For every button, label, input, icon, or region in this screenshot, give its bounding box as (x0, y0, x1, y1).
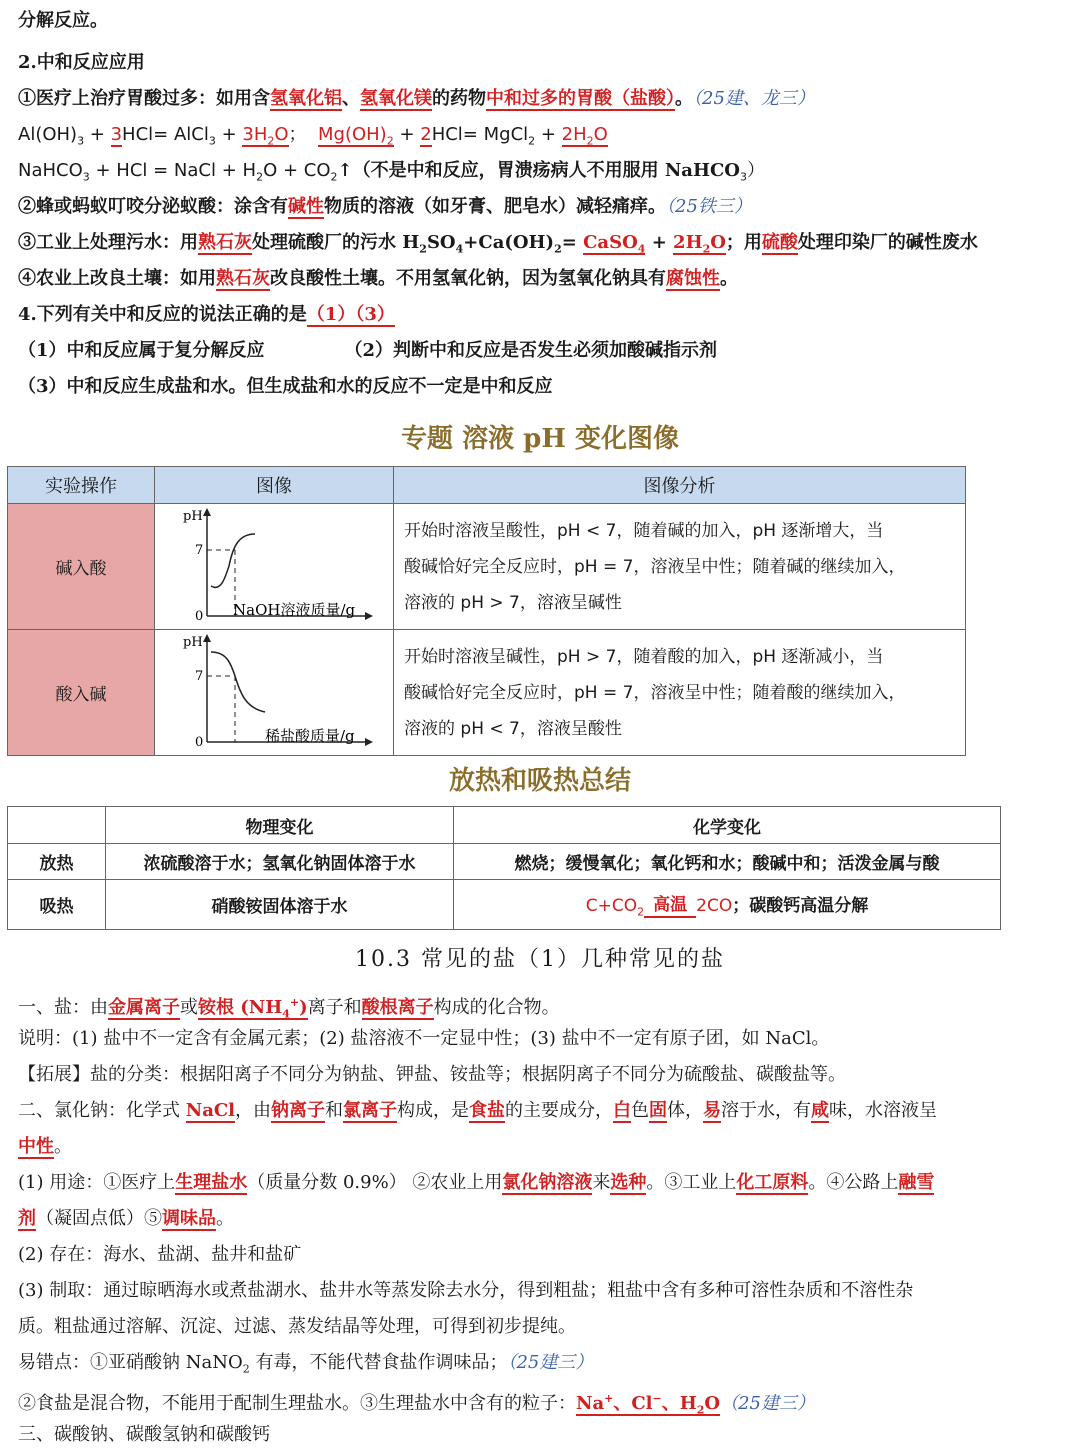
table-cell: 硝酸铵固体溶于水 (106, 880, 454, 930)
text-line: 【拓展】盐的分类：根据阳离子不同分为钠盐、钾盐、铵盐等；根据阴离子不同分为硫酸盐、碳酸盐等。 (18, 1064, 846, 1085)
ph-curve (211, 652, 265, 712)
y-axis-arrow (203, 508, 211, 516)
table-cell: $C+CO_2$ 高温 2CO；碳酸钙高温分解 (454, 880, 1001, 930)
graph-cell (155, 504, 394, 630)
text-line: ④农业上改良土壤：如用熟石灰改良酸性土壤。不用氢氧化钠，因为氢氧化钠具有腐蚀性。 (18, 268, 738, 289)
ph-graph-acid-into-base (155, 630, 391, 750)
tick-label-0: 0 (195, 735, 204, 750)
graph-cell (155, 630, 394, 756)
text-line: 分解反应。 (18, 10, 108, 31)
row-label: 放热 (8, 844, 106, 880)
table-header (8, 807, 106, 844)
operation-cell: 酸入碱 (8, 630, 155, 756)
table-header: 实验操作 (8, 467, 155, 504)
table-cell: 浓硫酸溶于水；氢氧化钠固体溶于水 (106, 844, 454, 880)
text-line: 说明：(1) 盐中不一定含有金属元素；(2) 盐溶液不一定显中性；(3) 盐中不一定有原子团，如 NaCl。 (18, 1028, 830, 1049)
table-header: 图像分析 (394, 467, 966, 504)
y-axis-label: pH (183, 635, 203, 650)
tick-label-0: 0 (195, 609, 204, 624)
tick-label-7: 7 (195, 669, 204, 684)
ph-curve (211, 534, 255, 587)
text-line: (1) 用途：①医疗上生理盐水（质量分数 0.9%） ②农业上用氯化钠溶液来选种。③工业上化工原料。④公路上融雪 (18, 1172, 935, 1193)
x-axis-arrow (365, 612, 373, 620)
text-line: (2) 存在：海水、盐湖、盐井和盐矿 (18, 1244, 302, 1265)
reaction-condition: 高温 (653, 895, 688, 916)
operation-cell: 碱入酸 (8, 504, 155, 630)
text-line: 三、碳酸钠、碳酸氢钠和碳酸钙 (18, 1424, 270, 1445)
y-axis-arrow (203, 634, 211, 642)
text-line: 中性。 (18, 1136, 72, 1157)
salt-section-title: 10.3 常见的盐（1）几种常见的盐 (355, 947, 725, 972)
y-axis-label: pH (183, 509, 203, 524)
text-line: ①医疗上治疗胃酸过多：如用含氢氧化铝、氢氧化镁的药物中和过多的胃酸（盐酸）。（25建、龙三） (18, 88, 815, 109)
text-line: 二、氯化钠：化学式 NaCl，由钠离子和氯离子构成，是食盐的主要成分，白色固体，易溶于水，有咸味，水溶液呈 (18, 1100, 938, 1121)
table-cell: 燃烧；缓慢氧化；氧化钙和水；酸碱中和；活泼金属与酸 (454, 844, 1001, 880)
ph-table (7, 466, 966, 756)
option-line: （3）中和反应生成盐和水。但生成盐和水的反应不一定是中和反应 (18, 376, 553, 397)
analysis-cell: 开始时溶液呈酸性，pH < 7，随着碱的加入，pH 逐渐增大，当 酸碱恰好完全反应时，pH = 7，溶液呈中性；随着碱的继续加入， 溶液的 pH > 7，溶液呈碱性 (394, 504, 966, 630)
heat-table (7, 806, 1001, 930)
equation-line: $Al(OH)_3 + 3HCl=$ AlCl$_3$ + $3H_2O$； $Mg(OH)_2 + 2HCl=$ MgCl$_2$ + $2H_2O$ (18, 124, 608, 148)
tick-label-7: 7 (195, 543, 204, 558)
x-axis-arrow (365, 738, 373, 746)
equation-line: NaHCO$_3$ + HCl = NaCl + $H_2O$ + $CO_2↑$（不是中和反应，胃溃疡病人不用服用 NaHCO$_3$） (18, 160, 765, 184)
text-line: (3) 制取：通过晾晒海水或煮盐湖水、盐井水等蒸发除去水分，得到粗盐；粗盐中含有多种可溶性杂质和不溶性杂 (18, 1280, 914, 1301)
table-header: 图像 (155, 467, 394, 504)
row-label: 吸热 (8, 880, 106, 930)
heat-section-title: 放热和吸热总结 (448, 766, 631, 796)
text-line: ③工业上处理污水：用熟石灰处理硫酸厂的污水 $H_2SO_4+Ca(OH)_2=$ CaSO$_4$ + $2H_2O$；用硫酸处理印染厂的碱性废水 (18, 232, 978, 256)
text-line: 易错点：①亚硝酸钠 NaNO$_2$ 有毒，不能代替食盐作调味品；（25建三） (18, 1352, 594, 1376)
analysis-cell: 开始时溶液呈碱性，pH > 7，随着酸的加入，pH 逐渐减小，当 酸碱恰好完全反应时，pH = 7，溶液呈中性；随着酸的继续加入， 溶液的 pH < 7，溶液呈酸性 (394, 630, 966, 756)
text-line: ②食盐是混合物，不能用于配制生理盐水。③生理盐水中含有的粒子：Na+、Cl−、$H_2O(25$建三） (18, 1392, 815, 1417)
section-heading: 2.中和反应应用 (18, 52, 145, 73)
x-axis-label: NaOH溶液质量/g (233, 601, 356, 619)
ph-graph-base-into-acid (155, 504, 391, 624)
table-header: 化学变化 (454, 807, 1001, 844)
option-line: （1）中和反应属于复分解反应 （2）判断中和反应是否发生必须加酸碱指示剂 (18, 340, 718, 361)
text-line: 一、盐：由金属离子或铵根 $(NH_4^+)$离子和酸根离子构成的化合物。 (18, 996, 560, 1021)
x-axis-label: 稀盐酸质量/g (265, 727, 355, 745)
text-line: ②蜂或蚂蚁叮咬分泌蚁酸：涂含有碱性物质的溶液（如牙膏、肥皂水）减轻痛痒。（25铁三） (18, 196, 752, 217)
ph-section-title: 专题 溶液 pH 变化图像 (401, 424, 679, 454)
text-line: 剂（凝固点低）⑤调味品。 (18, 1208, 234, 1229)
text-line: 质。粗盐通过溶解、沉淀、过滤、蒸发结晶等处理，可得到初步提纯。 (18, 1316, 576, 1337)
table-header: 物理变化 (106, 807, 454, 844)
question-line: 4.下列有关中和反应的说法正确的是（1）（3） (18, 304, 395, 325)
